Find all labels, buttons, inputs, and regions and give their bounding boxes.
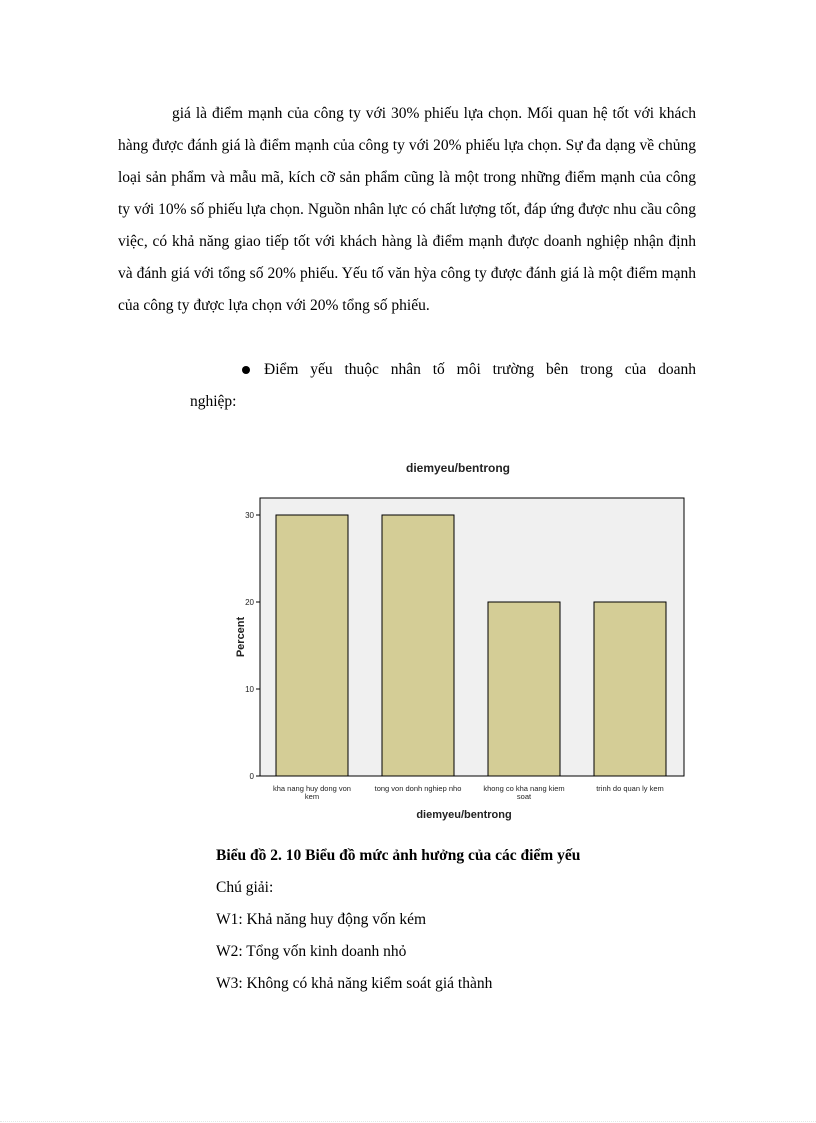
legend-item-w2: W2: Tổng vốn kinh doanh nhỏ <box>216 943 407 960</box>
x-tick-label: tong von donh nghiep nho <box>374 784 462 793</box>
bar <box>382 515 454 776</box>
body-paragraph: giá là điểm mạnh của công ty với 30% phiếu lựa chọn. Mối quan hệ tốt với khách hàng được đánh giá là điểm mạnh của công ty với 20% phiếu lựa chọn. Sự đa dạng về chủng loại sản phẩm và mẫu mã, kích cỡ sản phẩm cũng là một trong những điểm mạnh của công ty với 10% số phiếu lựa chọn. Nguồn nhân lực có chất lượng tốt, đáp ứng được nhu cầu công việc, có khả năng giao tiếp tốt với khách hàng là điểm mạnh được doanh nghiệp nhận định và đánh giá với tổng số 20% phiếu. Yếu tố văn hỳa công ty được đánh giá là một điểm mạnh của công ty được lựa chọn với 20% tổng số phiếu. <box>118 105 696 314</box>
y-tick-label: 10 <box>245 685 254 694</box>
y-axis <box>245 511 260 781</box>
y-axis-label: Percent <box>235 616 247 658</box>
x-tick-label: trinh do quan ly kem <box>596 784 664 793</box>
legend-item-w3: W3: Không có khả năng kiểm soát giá thành <box>216 975 493 992</box>
legend-item-w1: W1: Khả năng huy động vốn kém <box>216 911 427 928</box>
y-tick-label: 30 <box>245 511 254 520</box>
figure-caption: Biểu đồ 2. 10 Biểu đồ mức ảnh hưởng của các điểm yếu <box>216 847 581 864</box>
bar <box>488 602 560 776</box>
x-axis-tick-labels <box>273 784 664 801</box>
bar-chart <box>226 456 696 828</box>
bar <box>276 515 348 776</box>
x-tick-label: kha nang huy dong von kem <box>273 784 351 801</box>
legend-title: Chú giải: <box>216 879 274 896</box>
bullet-text: Điểm yếu thuộc nhân tố môi trường bên trong của doanh <box>264 361 696 378</box>
bullet-dot-icon <box>242 366 250 374</box>
x-axis-label: diemyeu/bentrong <box>416 809 512 821</box>
bar <box>594 602 666 776</box>
bullet-continuation: nghiệp: <box>190 393 237 410</box>
x-tick-label: khong co kha nang kiem soat <box>483 784 565 801</box>
y-tick-label: 20 <box>245 598 254 607</box>
y-tick-label: 0 <box>249 772 254 781</box>
chart-title: diemyeu/bentrong <box>405 461 511 475</box>
